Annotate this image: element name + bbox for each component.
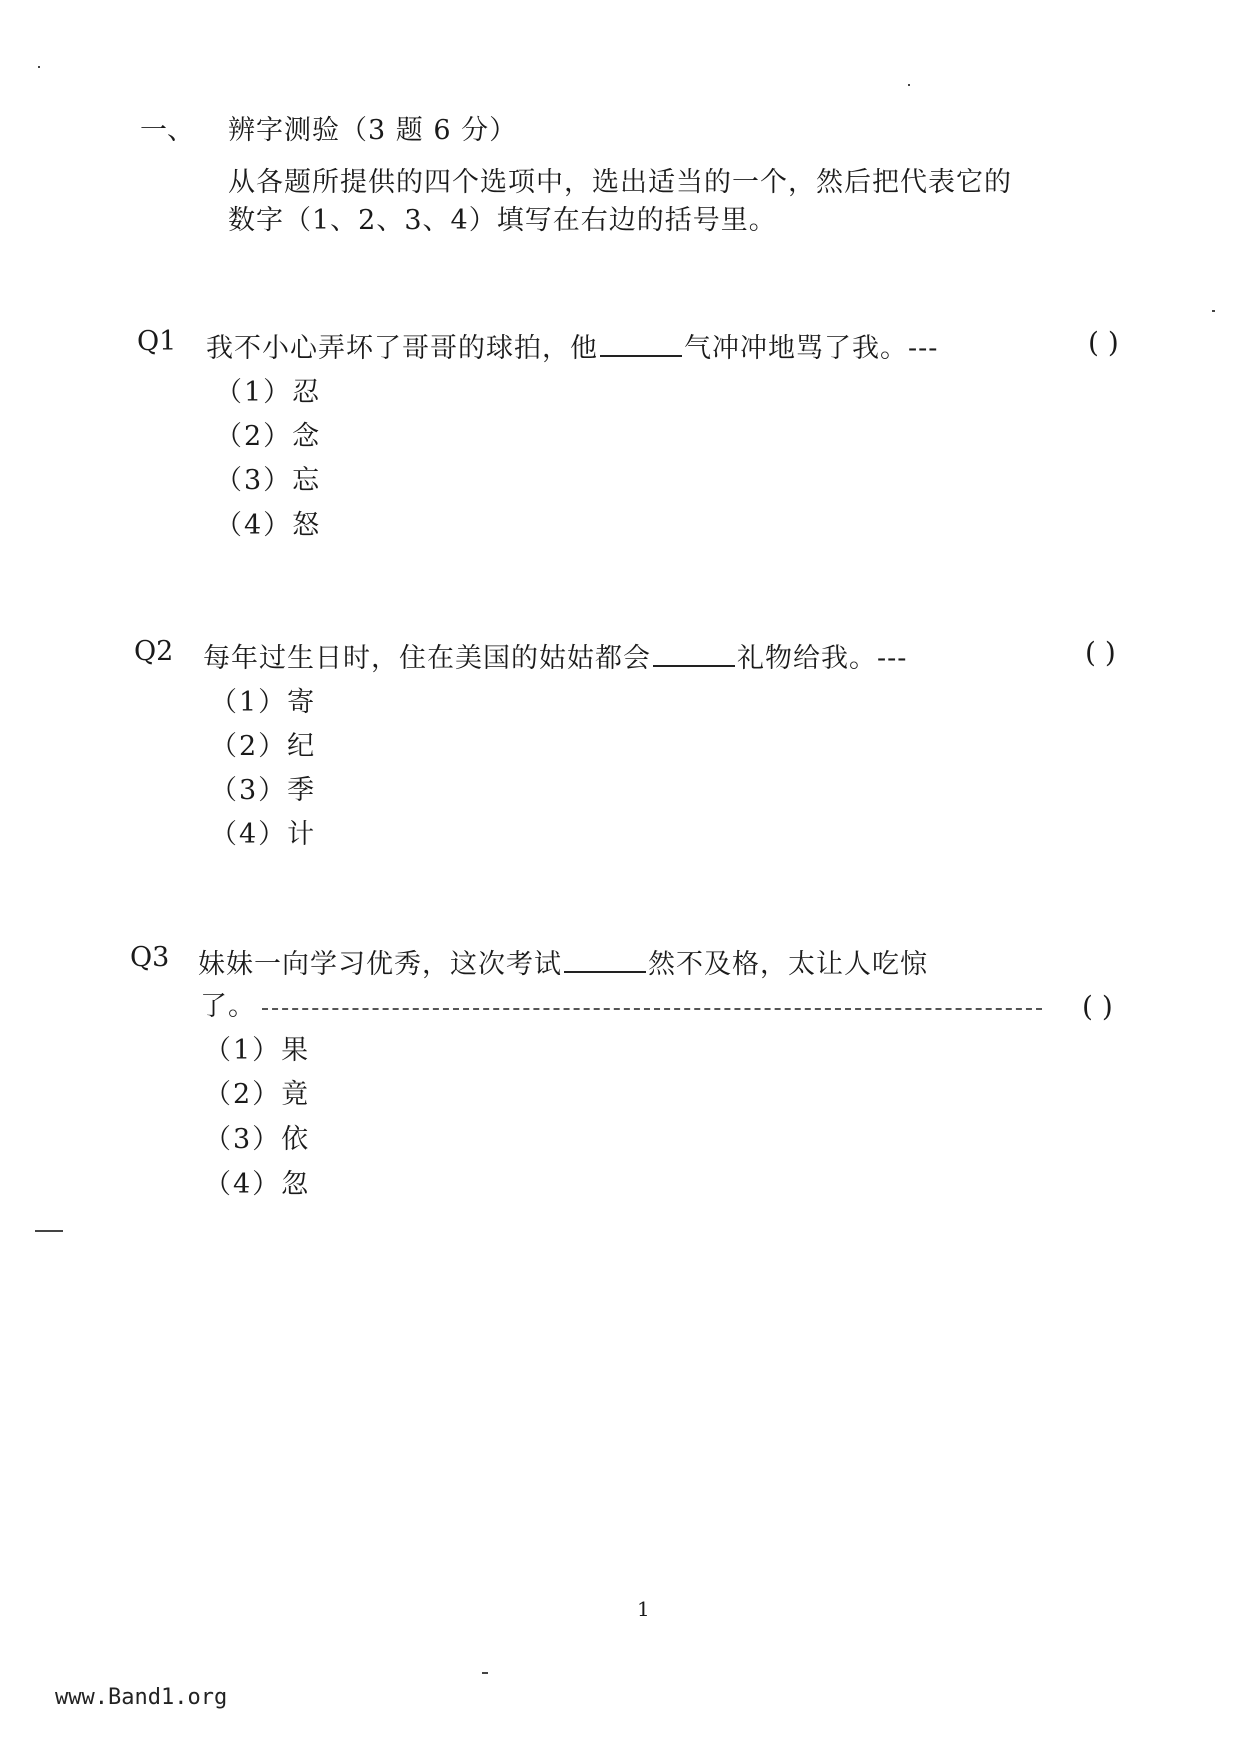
page-number: 1	[637, 1597, 650, 1621]
option-item: （1）寄	[210, 687, 317, 718]
scan-speck	[482, 1672, 488, 1674]
option-item: （4）忽	[204, 1169, 311, 1200]
scan-speck	[908, 84, 910, 86]
question-text-before: 每年过生日时，住在美国的姑姑都会	[203, 643, 651, 674]
option-item: （1）忍	[215, 377, 322, 408]
option-item: （2）念	[215, 421, 322, 452]
question-text-line2: 了。	[200, 991, 256, 1022]
question-text-before: 妹妹一向学习优秀，这次考试	[198, 949, 562, 980]
option-item: （2）竟	[204, 1079, 311, 1110]
section-title: 辨字测验（3 题 6 分）	[228, 115, 518, 146]
question-text-after: 气冲冲地骂了我。---	[684, 333, 939, 364]
option-item: （3）依	[204, 1124, 311, 1155]
option-item: （1）果	[204, 1035, 311, 1066]
scan-speck	[1212, 310, 1215, 312]
option-item: （4）计	[210, 819, 317, 850]
margin-mark	[35, 1230, 63, 1232]
answer-box[interactable]: ( )	[1088, 326, 1119, 359]
answer-box[interactable]: ( )	[1082, 990, 1113, 1023]
question-label: Q1	[137, 326, 177, 357]
question-label: Q2	[134, 636, 174, 667]
option-item: （4）怒	[215, 510, 322, 541]
instruction-line-1: 从各题所提供的四个选项中，选出适当的一个，然后把代表它的	[228, 167, 1012, 198]
option-item: （3）季	[210, 775, 317, 806]
answer-blank	[564, 949, 646, 973]
answer-blank	[600, 333, 682, 357]
option-item: （3）忘	[215, 465, 322, 496]
question-text-before: 我不小心弄坏了哥哥的球拍，他	[206, 333, 598, 364]
section-number: 一、	[140, 115, 194, 146]
question-text-after: 礼物给我。---	[737, 643, 908, 674]
question-text	[203, 636, 907, 675]
question-text	[206, 326, 938, 365]
question-text	[198, 942, 928, 981]
question-text-after: 然不及格，太让人吃惊	[648, 949, 928, 980]
option-item: （2）纪	[210, 731, 317, 762]
instruction-line-2: 数字（1、2、3、4）填写在右边的括号里。	[228, 205, 777, 236]
scan-speck	[38, 66, 40, 68]
answer-box[interactable]: ( )	[1085, 636, 1116, 669]
footer-url[interactable]: www.Band1.org	[55, 1685, 228, 1710]
question-label: Q3	[130, 942, 170, 973]
answer-blank	[653, 643, 735, 667]
dashed-leader	[262, 1008, 1042, 1010]
